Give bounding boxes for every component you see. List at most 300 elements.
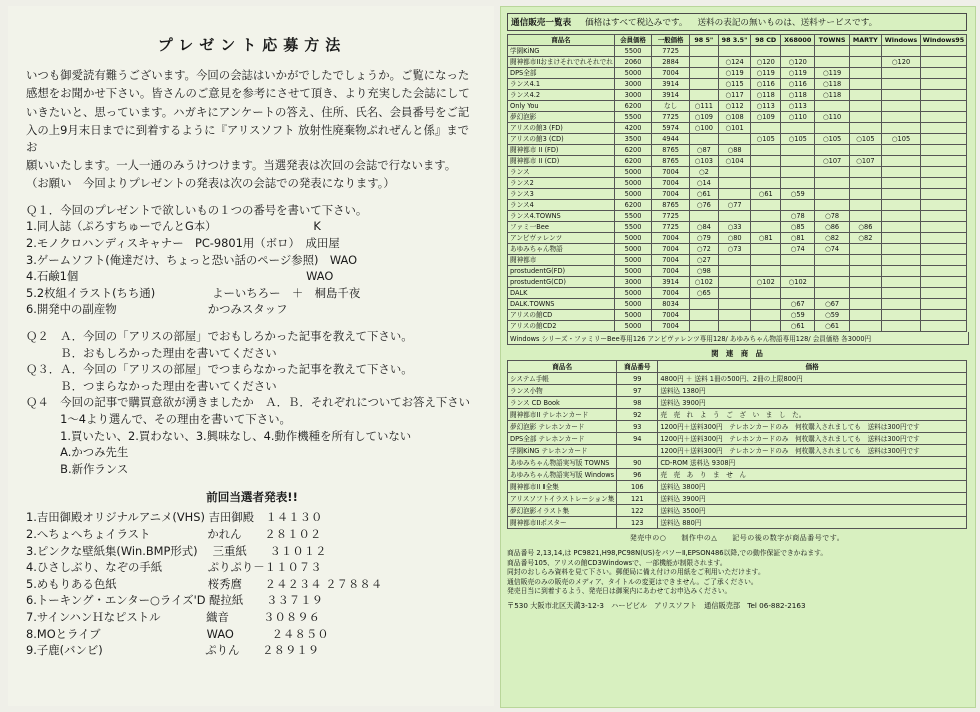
cell-product: 学園KiNG <box>508 46 615 57</box>
cell-product-no: 98 <box>617 397 658 409</box>
cell-member-price: 6200 <box>614 200 652 211</box>
cell-platform: ○80 <box>718 233 751 244</box>
q1-item: 4.石鹸1個 WAO <box>26 269 334 284</box>
cell-platform <box>882 123 921 134</box>
cell-product-no: 123 <box>617 517 658 529</box>
col-marty: MARTY <box>849 35 881 46</box>
cell-product-no: 121 <box>617 493 658 505</box>
cell-product: ランス4 <box>508 200 615 211</box>
table-row <box>508 310 967 321</box>
winners-title: 前回当選者発表!! <box>206 490 298 505</box>
table-row <box>508 517 967 529</box>
cell-platform <box>882 211 921 222</box>
table-row <box>508 167 967 178</box>
cell-list-price: 7004 <box>652 255 690 266</box>
cell-platform: ○79 <box>689 233 718 244</box>
cell-platform: ○118 <box>751 90 781 101</box>
table-row <box>508 79 967 90</box>
table-row <box>508 57 967 68</box>
cell-platform <box>920 222 966 233</box>
cell-list-price: 7725 <box>652 211 690 222</box>
cell-product: ランス4.TOWNS <box>508 211 615 222</box>
cell-platform: ○116 <box>780 79 814 90</box>
cell-platform <box>849 79 881 90</box>
cell-product: あゆみちゃん物語実写版 Windows <box>508 469 617 481</box>
cell-platform <box>751 288 781 299</box>
cell-platform <box>849 189 881 200</box>
cell-platform <box>920 178 966 189</box>
cell-platform <box>751 310 781 321</box>
cell-member-price: 5000 <box>614 189 652 200</box>
cell-price: CD-ROM 送料込 9308円 <box>658 457 967 469</box>
cell-platform <box>751 211 781 222</box>
cell-product: ランス4.1 <box>508 79 615 90</box>
cell-platform <box>751 255 781 266</box>
cell-platform <box>780 167 814 178</box>
table-row <box>508 299 967 310</box>
cell-member-price: 4200 <box>614 123 652 134</box>
cell-platform: ○118 <box>815 79 849 90</box>
cell-platform <box>815 189 849 200</box>
cell-product: DALK <box>508 288 615 299</box>
table-row <box>508 409 967 421</box>
cell-price: 売 売 あ り ま せ ん <box>658 469 967 481</box>
cell-list-price: 7004 <box>652 167 690 178</box>
q1-title: Ｑ１．今回のプレゼントで欲しいもの１つの番号を書いて下さい。 <box>26 202 368 217</box>
cell-platform: ○88 <box>718 145 751 156</box>
cell-platform <box>920 189 966 200</box>
cell-product: DPS全部 テレホンカード <box>508 433 617 445</box>
cell-platform <box>882 101 921 112</box>
cell-platform: ○109 <box>751 112 781 123</box>
cell-platform <box>920 255 966 266</box>
cell-platform: ○113 <box>751 101 781 112</box>
cell-list-price: 3914 <box>652 90 690 101</box>
cell-platform: ○102 <box>780 277 814 288</box>
cell-platform: ○109 <box>689 112 718 123</box>
cell-product: ランス2 <box>508 178 615 189</box>
cell-platform <box>751 222 781 233</box>
list-item: 4.ひさしぶり、なぞの手紙 ぷりぷり－１１０７３ <box>26 560 322 575</box>
col-product: 商品名 <box>508 35 615 46</box>
table-row <box>508 211 967 222</box>
cell-member-price: 6200 <box>614 156 652 167</box>
cell-platform <box>815 57 849 68</box>
cell-platform: ○82 <box>815 233 849 244</box>
q4-item: B.新作ランス <box>26 461 129 476</box>
cell-price: 送料込 1380円 <box>658 385 967 397</box>
table-row <box>508 321 967 332</box>
cell-platform <box>920 79 966 90</box>
cell-product: Only You <box>508 101 615 112</box>
cell-product: ファミ一Bee <box>508 222 615 233</box>
cell-platform <box>815 101 849 112</box>
cell-platform <box>718 167 751 178</box>
col-price: 価格 <box>658 361 967 373</box>
cell-product: DPS全部 <box>508 68 615 79</box>
cell-platform: ○59 <box>780 189 814 200</box>
cell-platform: ○74 <box>815 244 849 255</box>
cell-member-price: 5000 <box>614 288 652 299</box>
table-row <box>508 46 967 57</box>
cell-platform <box>751 200 781 211</box>
cell-platform <box>882 266 921 277</box>
cell-platform <box>920 310 966 321</box>
table-row <box>508 277 967 288</box>
cell-platform: ○2 <box>689 167 718 178</box>
cell-product: 学園KiNG テレホンカード <box>508 445 617 457</box>
cell-platform <box>849 321 881 332</box>
cell-platform: ○105 <box>751 134 781 145</box>
cell-product: あゆみちゃん物語実写版 TOWNS <box>508 457 617 469</box>
cell-platform <box>882 222 921 233</box>
cell-platform <box>920 134 966 145</box>
cell-product: アリスの館CD2 <box>508 321 615 332</box>
cell-product: 闘神都市 II (CD) <box>508 156 615 167</box>
table-row <box>508 244 967 255</box>
cell-platform: ○119 <box>751 68 781 79</box>
cell-platform: ○120 <box>751 57 781 68</box>
cell-list-price: 8034 <box>652 299 690 310</box>
cell-platform: ○105 <box>849 134 881 145</box>
cell-platform: ○119 <box>718 68 751 79</box>
page-title: プレゼント応募方法 <box>157 36 347 54</box>
cell-platform <box>882 167 921 178</box>
cell-platform <box>780 46 814 57</box>
cell-platform <box>920 46 966 57</box>
table-row <box>508 222 967 233</box>
cell-platform <box>920 167 966 178</box>
cell-platform <box>718 310 751 321</box>
cell-platform <box>882 145 921 156</box>
cell-platform: ○85 <box>780 222 814 233</box>
table-row <box>508 288 967 299</box>
col-98-5inch: 98 5" <box>689 35 718 46</box>
cell-platform <box>920 266 966 277</box>
cell-list-price: なし <box>652 101 690 112</box>
cell-platform <box>920 244 966 255</box>
cell-platform <box>920 277 966 288</box>
cell-platform: ○102 <box>751 277 781 288</box>
q3-a: Ｑ３．Ａ．今回の「アリスの部屋」でつまらなかった記事を教えて下さい。 <box>26 362 413 377</box>
cell-platform <box>849 112 881 123</box>
table-row <box>508 255 967 266</box>
cell-member-price: 5000 <box>614 68 652 79</box>
cell-platform: ○111 <box>689 101 718 112</box>
cell-list-price: 7725 <box>652 112 690 123</box>
cell-platform <box>751 321 781 332</box>
table-row <box>508 134 967 145</box>
cell-platform <box>882 255 921 266</box>
q2-a: Ｑ２ Ａ．今回の「アリスの部屋」でおもしろかった記事を教えて下さい。 <box>26 329 413 343</box>
cell-member-price: 5000 <box>614 233 652 244</box>
cell-product: 闘神都市II テレホンカード <box>508 409 617 421</box>
cell-platform <box>751 46 781 57</box>
cell-member-price: 5000 <box>614 167 652 178</box>
cell-platform: ○72 <box>689 244 718 255</box>
cell-product: prostudentG(FD) <box>508 266 615 277</box>
cell-platform: ○74 <box>780 244 814 255</box>
list-item: 9.子鹿(バンビ) ぷりん ２８９１９ <box>26 643 320 658</box>
cell-platform <box>718 189 751 200</box>
q1-item: 5.2枚組イラスト(ちち通) よーいちろー ＋ 桐島千夜 <box>26 285 361 300</box>
col-list-price: 一般価格 <box>652 35 690 46</box>
cell-platform: ○103 <box>689 156 718 167</box>
list-item: 1.吉田御殿オリジナルアニメ(VHS) 吉田御殿 １４１３０ <box>26 510 323 525</box>
cell-platform: ○86 <box>815 222 849 233</box>
cell-platform <box>689 299 718 310</box>
cell-platform <box>882 79 921 90</box>
cell-member-price: 5500 <box>614 211 652 222</box>
cell-list-price: 7004 <box>652 321 690 332</box>
list-item: 7.サインハンＨなピストル 織音 ３０８９６ <box>26 609 321 624</box>
cell-platform: ○33 <box>718 222 751 233</box>
table-row <box>508 101 967 112</box>
cell-member-price: 5000 <box>614 321 652 332</box>
cell-list-price: 7004 <box>652 288 690 299</box>
cell-platform <box>689 321 718 332</box>
cell-platform: ○120 <box>780 57 814 68</box>
cell-platform <box>718 46 751 57</box>
cell-platform: ○73 <box>718 244 751 255</box>
table-row <box>508 68 967 79</box>
cell-platform <box>849 288 881 299</box>
cell-member-price: 5500 <box>614 112 652 123</box>
cell-platform <box>920 299 966 310</box>
list-item: 8.MOとライブ WAO ２４８５０ <box>26 626 329 641</box>
cell-platform <box>751 178 781 189</box>
cell-platform <box>849 244 881 255</box>
cell-platform <box>718 211 751 222</box>
cell-platform <box>689 46 718 57</box>
cell-platform: ○118 <box>780 90 814 101</box>
cell-platform <box>849 299 881 310</box>
cell-list-price: 7725 <box>652 46 690 57</box>
cell-platform <box>689 211 718 222</box>
table-row <box>508 189 967 200</box>
cell-platform: ○107 <box>849 156 881 167</box>
cell-platform <box>920 156 966 167</box>
table-row <box>508 178 967 189</box>
cell-platform <box>815 167 849 178</box>
cell-platform <box>849 57 881 68</box>
question-1 <box>26 202 478 318</box>
cell-product-no: 122 <box>617 505 658 517</box>
table-row <box>508 112 967 123</box>
cell-product: prostudentG(CD) <box>508 277 615 288</box>
cell-product: アンビヴァレンツ <box>508 233 615 244</box>
table-row <box>508 505 967 517</box>
table-row <box>508 156 967 167</box>
cell-platform: ○76 <box>689 200 718 211</box>
cell-member-price: 3500 <box>614 134 652 145</box>
cell-platform <box>751 299 781 310</box>
cell-platform <box>849 101 881 112</box>
col-product-no: 商品番号 <box>617 361 658 373</box>
cell-platform: ○119 <box>780 68 814 79</box>
q1-item: 6.開発中の副産物 かつみスタッフ <box>26 302 288 317</box>
question-2 <box>26 328 478 361</box>
cell-platform <box>849 68 881 79</box>
cell-product: 闘神都市II Ⅱ全集 <box>508 481 617 493</box>
cell-member-price: 6200 <box>614 101 652 112</box>
cell-platform <box>751 123 781 134</box>
cell-platform <box>815 277 849 288</box>
cell-platform <box>751 156 781 167</box>
list-item: 6.トーキング・エンター○ライズ'D 醍拉紙 ３３７１９ <box>26 593 324 608</box>
cell-platform <box>689 90 718 101</box>
cell-member-price: 5000 <box>614 299 652 310</box>
cell-platform <box>849 255 881 266</box>
cell-platform <box>920 200 966 211</box>
cell-member-price: 5000 <box>614 255 652 266</box>
cell-platform <box>689 68 718 79</box>
table-header-row <box>508 35 967 46</box>
cell-platform <box>882 46 921 57</box>
cell-member-price: 5000 <box>614 178 652 189</box>
cell-list-price: 2884 <box>652 57 690 68</box>
cell-platform: ○86 <box>849 222 881 233</box>
cell-platform <box>920 321 966 332</box>
cell-list-price: 8765 <box>652 145 690 156</box>
q2-b: Ｂ．おもしろかった理由を書いてください <box>26 345 277 360</box>
cell-platform: ○105 <box>815 134 849 145</box>
cell-platform <box>689 57 718 68</box>
cell-platform <box>815 266 849 277</box>
shipping-note: 送料の表記の無いものは、送料サービスです。 <box>697 18 878 28</box>
cell-product: アリスの館3 (FD) <box>508 123 615 134</box>
table-row <box>508 493 967 505</box>
footnote-line: 発売日当に到着するよう、発売日は御案内にあわせてお申込みください。 <box>507 587 732 596</box>
cell-product: 闘神都市IIおまけそれでれそれでれ <box>508 57 615 68</box>
cell-platform <box>849 310 881 321</box>
cell-platform: ○107 <box>815 156 849 167</box>
cell-platform: ○27 <box>689 255 718 266</box>
cell-platform <box>882 112 921 123</box>
cell-platform <box>718 321 751 332</box>
q1-item: 2.モノクロハンディスキャナー PC-9801用（ボロ） 成田屋 <box>26 236 340 251</box>
cell-platform <box>815 123 849 134</box>
cell-platform <box>920 211 966 222</box>
cell-list-price: 3914 <box>652 79 690 90</box>
table-row <box>508 385 967 397</box>
cell-platform <box>849 90 881 101</box>
cell-platform <box>815 145 849 156</box>
cell-platform <box>849 123 881 134</box>
cell-platform <box>780 156 814 167</box>
cell-product: ランス小物 <box>508 385 617 397</box>
cell-platform <box>689 134 718 145</box>
cell-platform <box>780 255 814 266</box>
cell-platform: ○81 <box>780 233 814 244</box>
cell-platform: ○98 <box>689 266 718 277</box>
cell-platform: ○110 <box>815 112 849 123</box>
cell-platform <box>751 145 781 156</box>
cell-platform <box>718 277 751 288</box>
mailorder-header <box>507 13 967 31</box>
cell-product-no <box>617 445 658 457</box>
footnote-line: 商品番号105、アリスの館CD3Windowsで、一部機能が制限されます。 <box>507 558 727 567</box>
cell-platform: ○115 <box>718 79 751 90</box>
intro-paragraph: いつも御愛読有難うございます。今回の会誌はいかがでしたでしょうか。ご覧になった 感想をお聞かせ下さい。皆さんのご意見を参考にさせて頂き、より充実した会誌にして いきたいと、思っています。ハガキにアンケートの答え、住所、氏名、会員番号をご記 入の上9月末日までに到着するように『アリスソフト 放射性廃棄物ぷれぜんと係』までお 願いいたします。一人一通のみうけつけます。当選発表は次回の会誌で行ないます。 （お願い 今回よりプレゼントの発表は次の会誌での発表になります。） <box>26 68 470 191</box>
cell-price: 1200円＋送料300円 テレホンカードのみ 何枚購入されましても 送料は300円です <box>658 421 967 433</box>
q4-item: A.かつみ先生 <box>26 445 129 460</box>
cell-product: ランス CD Book <box>508 397 617 409</box>
cell-price: 売 売 れ よ う ご ざ い ま し た。 <box>658 409 967 421</box>
cell-product-no: 99 <box>617 373 658 385</box>
cell-member-price: 5000 <box>614 310 652 321</box>
cell-product-no: 90 <box>617 457 658 469</box>
col-windows: Windows <box>882 35 921 46</box>
cell-product: 闘神都市 II (FD) <box>508 145 615 156</box>
cell-list-price: 7004 <box>652 310 690 321</box>
cell-platform <box>882 244 921 255</box>
cell-price: 4800円 ＋ 送料 1冊の500円、2冊の上限800円 <box>658 373 967 385</box>
cell-product: アリスの館CD <box>508 310 615 321</box>
table-row <box>508 433 967 445</box>
cell-platform <box>882 233 921 244</box>
cell-platform: ○78 <box>815 211 849 222</box>
cell-platform: ○104 <box>718 156 751 167</box>
cell-platform <box>751 244 781 255</box>
cell-product: ランス <box>508 167 615 178</box>
cell-platform <box>849 178 881 189</box>
cell-platform <box>920 145 966 156</box>
col-98-35inch: 98 3.5" <box>718 35 751 46</box>
symbol-legend: 発売中の○ 制作中の△ 記号の後の数字が商品番号です。 <box>629 534 845 542</box>
cell-platform <box>815 178 849 189</box>
cell-platform <box>882 277 921 288</box>
cell-list-price: 4944 <box>652 134 690 145</box>
cell-platform <box>780 200 814 211</box>
footnote-line: 商品番号 2,13,14,は PC9821,H98,PC98N(US)をパソーⅡ,EPSON486以降,での動作保証できかねます。 <box>507 549 828 557</box>
table-row <box>508 373 967 385</box>
cell-platform <box>689 79 718 90</box>
col-product: 商品名 <box>508 361 617 373</box>
cell-platform <box>815 46 849 57</box>
cell-platform: ○110 <box>780 112 814 123</box>
cell-platform: ○78 <box>780 211 814 222</box>
cell-platform: ○101 <box>718 123 751 134</box>
cell-member-price: 5500 <box>614 46 652 57</box>
cell-platform: ○67 <box>780 299 814 310</box>
cell-platform <box>882 178 921 189</box>
cell-platform: ○81 <box>751 233 781 244</box>
cell-product-no: 94 <box>617 433 658 445</box>
cell-platform <box>849 167 881 178</box>
related-section-title: 関 連 商 品 <box>711 349 763 358</box>
cell-list-price: 7004 <box>652 233 690 244</box>
cell-platform <box>882 68 921 79</box>
cell-member-price: 3000 <box>614 79 652 90</box>
cell-product-no: 92 <box>617 409 658 421</box>
col-towns: TOWNS <box>815 35 849 46</box>
cell-price: 送料込 3900円 <box>658 397 967 409</box>
right-page <box>500 6 976 708</box>
cell-product: 夢幻泡影イラスト集 <box>508 505 617 517</box>
cell-product-no: 97 <box>617 385 658 397</box>
cell-list-price: 5974 <box>652 123 690 134</box>
cell-platform <box>815 255 849 266</box>
cell-platform <box>780 178 814 189</box>
cell-member-price: 5000 <box>614 244 652 255</box>
cell-price: 1200円＋送料300円 テレホンカードのみ 何枚購入されましても 送料は300円です <box>658 433 967 445</box>
cell-product: DALK.TOWNS <box>508 299 615 310</box>
table-row <box>508 457 967 469</box>
list-item: 5.めもりある色紙 桜秀麿 ２４２３４ ２７８８４ <box>26 576 383 591</box>
table-row <box>508 145 967 156</box>
cell-platform <box>882 156 921 167</box>
